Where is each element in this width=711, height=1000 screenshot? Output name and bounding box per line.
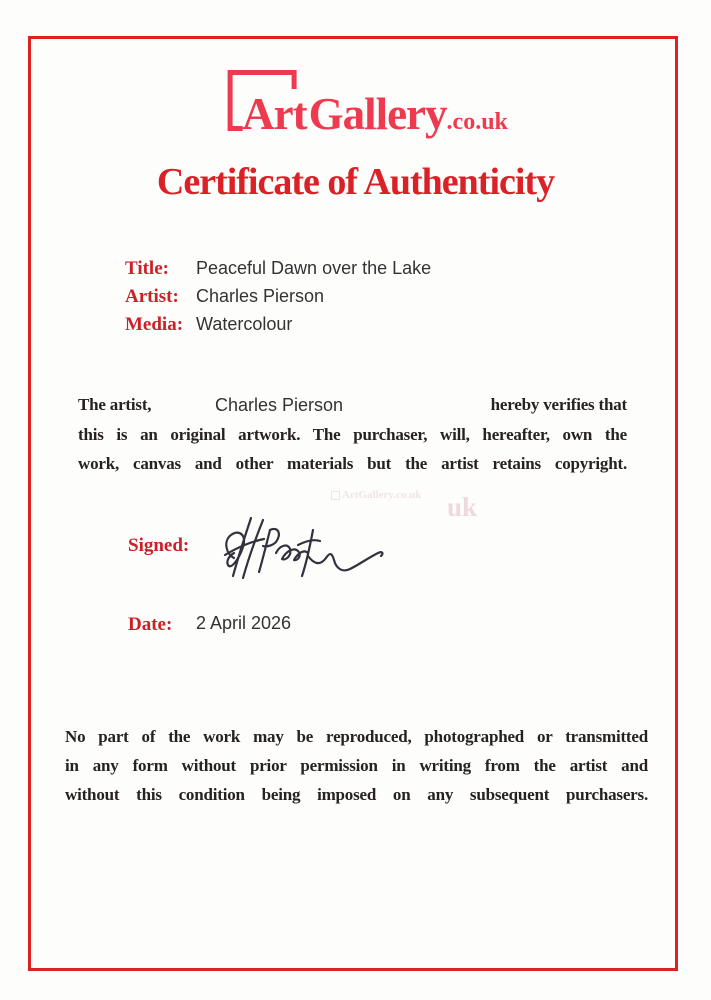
bleedthrough-logo-text: ArtGallery.co.uk bbox=[342, 489, 422, 501]
date-label: Date: bbox=[128, 614, 173, 635]
declaration-paragraph bbox=[78, 391, 627, 478]
legal-paragraph bbox=[65, 722, 648, 809]
title-label: Title: bbox=[125, 258, 169, 279]
artwork-title-row bbox=[125, 258, 431, 286]
declaration-suffix: hereby verifies that bbox=[490, 395, 627, 414]
date-value: 2 April 2026 bbox=[196, 613, 292, 633]
picture-frame-icon bbox=[331, 491, 340, 500]
certificate-title: Certificate of Authenticity bbox=[156, 161, 555, 203]
declaration-artist-name: Charles Pierson bbox=[215, 395, 344, 415]
logo-gallery-word: Gallery bbox=[308, 89, 447, 139]
artwork-artist-row bbox=[125, 286, 431, 314]
artgallery-logo-text bbox=[242, 70, 508, 137]
bleedthrough-logo-watermark bbox=[331, 489, 421, 501]
artgallery-logo-inner bbox=[227, 70, 508, 137]
artist-label: Artist: bbox=[125, 286, 179, 307]
title-value: Peaceful Dawn over the Lake bbox=[196, 258, 432, 278]
signed-label: Signed: bbox=[128, 535, 190, 556]
artwork-info-block bbox=[125, 258, 431, 342]
legal-line2: in any form without prior permission in writing from the artist and bbox=[65, 756, 648, 775]
declaration-line1 bbox=[78, 391, 627, 420]
legal-line3: without this condition being imposed on any subsequent purchasers. bbox=[65, 785, 648, 804]
artist-value: Charles Pierson bbox=[196, 286, 325, 306]
legal-line1: No part of the work may be reproduced, photographed or transmitted bbox=[65, 727, 648, 746]
bleedthrough-uk-watermark: uk bbox=[447, 492, 478, 522]
media-label: Media: bbox=[125, 314, 184, 335]
artgallery-logo bbox=[227, 70, 508, 162]
declaration-prefix: The artist, bbox=[78, 395, 152, 414]
artist-signature bbox=[218, 506, 388, 590]
declaration-line2: this is an original artwork. The purchaser, will, hereafter, own the bbox=[78, 425, 627, 444]
logo-art-word: Art bbox=[242, 89, 307, 139]
artwork-media-row bbox=[125, 314, 431, 342]
media-value: Watercolour bbox=[196, 314, 293, 334]
declaration-line3: work, canvas and other materials but the artist retains copyright. bbox=[78, 454, 627, 473]
logo-couk-suffix: .co.uk bbox=[446, 109, 508, 135]
